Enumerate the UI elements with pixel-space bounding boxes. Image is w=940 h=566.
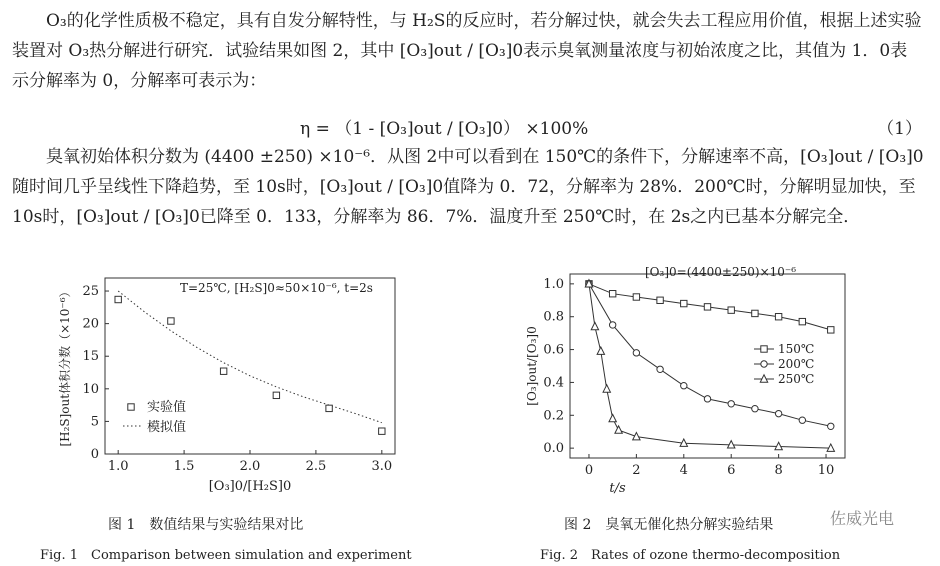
legend-label-experiment: 实验值	[147, 400, 187, 415]
y-tick-label: 0.4	[543, 375, 564, 391]
data-point-experiment	[273, 392, 279, 398]
equation-text: η = （1 - [O₃]out / [O₃]0） ×100%	[300, 119, 589, 139]
data-point-square	[752, 310, 758, 316]
chart-annotation: T=25℃, [H₂S]0≈50×10⁻⁶, t=2s	[180, 281, 373, 295]
legend-marker-square	[761, 346, 767, 352]
x-tick-label: 2.5	[305, 459, 327, 474]
chart-annotation: [O₃]0=(4400±250)×10⁻⁶	[645, 265, 797, 279]
paragraph-2: 臭氧初始体积分数为 (4400 ±250) ×10⁻⁶．从图 2中可以看到在 150℃的条件下，分解速率不高，[O₃]out / [O₃]0随时间几乎呈线性下降趋势，至 10s时，[O₃]out / [O₃]0值降为 0．72，分解率为 28%．200℃时，分解明显加快，至 10s时，[O₃]out / [O₃]0已降至 0．133，分解率为 86．7%．温度升至 250℃时，在 2s之内已基本分解完全．	[12, 147, 924, 227]
y-axis-label: [H₂S]out体积分数（×10⁻⁶）	[58, 285, 72, 447]
data-point-square	[633, 294, 639, 300]
legend-label-square: 150℃	[778, 342, 815, 356]
y-tick-label: 0.8	[543, 309, 564, 325]
figure-2	[520, 262, 860, 497]
y-tick-label: 5	[90, 414, 99, 430]
y-tick-label: 0.2	[543, 408, 564, 424]
data-point-triangle	[609, 414, 616, 421]
data-point-experiment	[326, 405, 332, 411]
data-point-circle	[704, 396, 710, 402]
y-tick-label: 0	[90, 447, 99, 462]
data-point-circle	[728, 401, 734, 407]
figure-1-caption-cn: 图 1 数值结果与实验结果对比	[108, 517, 304, 533]
y-tick-label: 10	[82, 381, 99, 397]
data-point-experiment	[379, 428, 385, 434]
y-tick-label: 15	[82, 349, 99, 365]
figure-1	[55, 268, 410, 493]
data-point-circle	[633, 350, 639, 356]
data-point-circle	[752, 406, 758, 412]
data-point-square	[657, 297, 663, 303]
y-axis-label: [O₃]out/[O₃]0	[525, 326, 539, 406]
figure-1-chart	[55, 268, 410, 493]
x-tick-label: 1.5	[173, 459, 195, 474]
data-point-circle	[657, 366, 663, 372]
data-point-triangle	[615, 426, 622, 433]
y-tick-label: 1.0	[543, 276, 564, 292]
data-point-experiment	[168, 318, 174, 324]
data-point-circle	[609, 322, 615, 328]
equation-number: （1）	[877, 119, 922, 139]
data-point-experiment	[115, 296, 121, 302]
equation-1	[0, 114, 940, 144]
data-point-square	[704, 304, 710, 310]
data-point-square	[609, 291, 615, 297]
data-point-square	[775, 314, 781, 320]
legend-marker-circle	[761, 361, 767, 367]
x-axis-label: t/s	[609, 481, 626, 496]
paragraph-1: O₃的化学性质极不稳定，具有自发分解特性，与 H₂S的反应时，若分解过快，就会失去工程应用价值，根据上述实验装置对 O₃热分解进行研究．试验结果如图 2，其中 [O₃]out / [O₃]0表示臭氧测量浓度与初始浓度之比，其值为 1．0表示分解率为 0，分解率可表示为：	[12, 11, 922, 91]
data-point-square	[828, 327, 834, 333]
x-tick-label: 10	[817, 463, 835, 478]
legend-label-triangle: 250℃	[778, 372, 815, 386]
y-tick-label: 0.6	[543, 342, 564, 358]
data-point-triangle	[597, 347, 604, 354]
data-point-triangle	[603, 385, 610, 392]
data-point-circle	[681, 383, 687, 389]
data-point-circle	[828, 423, 834, 429]
x-tick-label: 0	[584, 463, 594, 478]
watermark: 佐威光电	[830, 509, 895, 528]
legend-marker-experiment	[128, 404, 134, 410]
data-point-experiment	[220, 368, 226, 374]
x-tick-label: 1.0	[107, 459, 129, 474]
x-tick-label: 6	[727, 463, 736, 478]
data-point-triangle	[591, 322, 598, 329]
x-tick-label: 8	[774, 463, 783, 478]
x-axis-label: [O₃]0/[H₂S]0	[208, 479, 292, 493]
y-tick-label: 0.0	[543, 441, 564, 457]
legend-label-simulation: 模拟值	[147, 420, 187, 435]
y-tick-label: 25	[82, 284, 99, 300]
x-tick-label: 4	[679, 463, 688, 478]
x-tick-label: 2.0	[239, 459, 261, 474]
data-point-square	[799, 318, 805, 324]
figure-2-caption-en: Fig. 2 Rates of ozone thermo-decomposition	[540, 548, 841, 563]
figure-2-chart	[520, 262, 860, 497]
data-point-circle	[775, 410, 781, 416]
data-point-circle	[799, 417, 805, 423]
x-tick-label: 2	[632, 463, 641, 478]
figure-2-caption-cn: 图 2 臭氧无催化热分解实验结果	[564, 517, 774, 533]
y-tick-label: 20	[82, 316, 99, 332]
data-point-square	[728, 307, 734, 313]
data-point-square	[681, 300, 687, 306]
legend-label-circle: 200℃	[778, 357, 815, 371]
x-tick-label: 3.0	[371, 459, 393, 474]
figure-1-caption-en: Fig. 1 Comparison between simulation and experiment	[40, 548, 412, 563]
